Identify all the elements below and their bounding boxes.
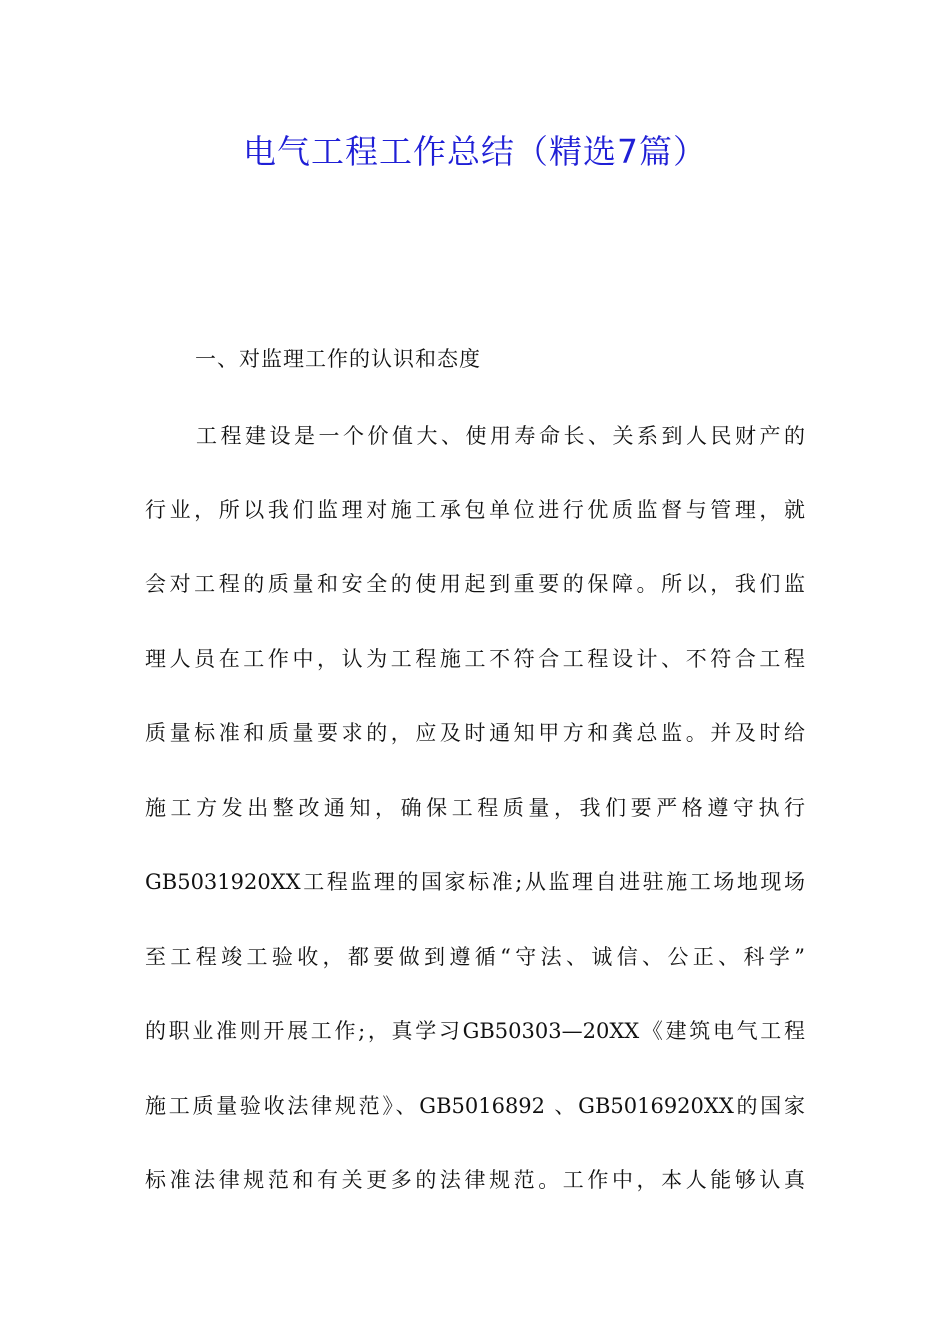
paragraph-line: 质量标准和质量要求的，应及时通知甲方和龚总监。并及时给 <box>145 721 805 745</box>
section-heading: 一、对监理工作的认识和态度 <box>195 347 481 371</box>
paragraph-line: 至工程竣工验收，都要做到遵循“守法、诚信、公正、科学” <box>145 945 805 969</box>
paragraph-line: 的职业准则开展工作;，真学习GB50303—20XX《建筑电气工程 <box>145 1019 805 1043</box>
paragraph-line: 施工质量验收法律规范》、GB5016892 、GB5016920XX的国家 <box>145 1094 805 1118</box>
paragraph-line: 行业，所以我们监理对施工承包单位进行优质监督与管理，就 <box>145 498 805 522</box>
paragraph-line: GB5031920XX工程监理的国家标准;从监理自进驻施工场地现场 <box>145 870 805 894</box>
paragraph-line: 标准法律规范和有关更多的法律规范。工作中，本人能够认真 <box>145 1168 805 1192</box>
paragraph-line: 理人员在工作中，认为工程施工不符合工程设计、不符合工程 <box>145 647 805 671</box>
paragraph-line: 施工方发出整改通知，确保工程质量，我们要严格遵守执行 <box>145 796 805 820</box>
document-title: 电气工程工作总结（精选7篇） <box>243 132 707 171</box>
paragraph-line: 工程建设是一个价值大、使用寿命长、关系到人民财产的 <box>196 424 805 448</box>
paragraph-line: 会对工程的质量和安全的使用起到重要的保障。所以，我们监 <box>145 572 805 596</box>
